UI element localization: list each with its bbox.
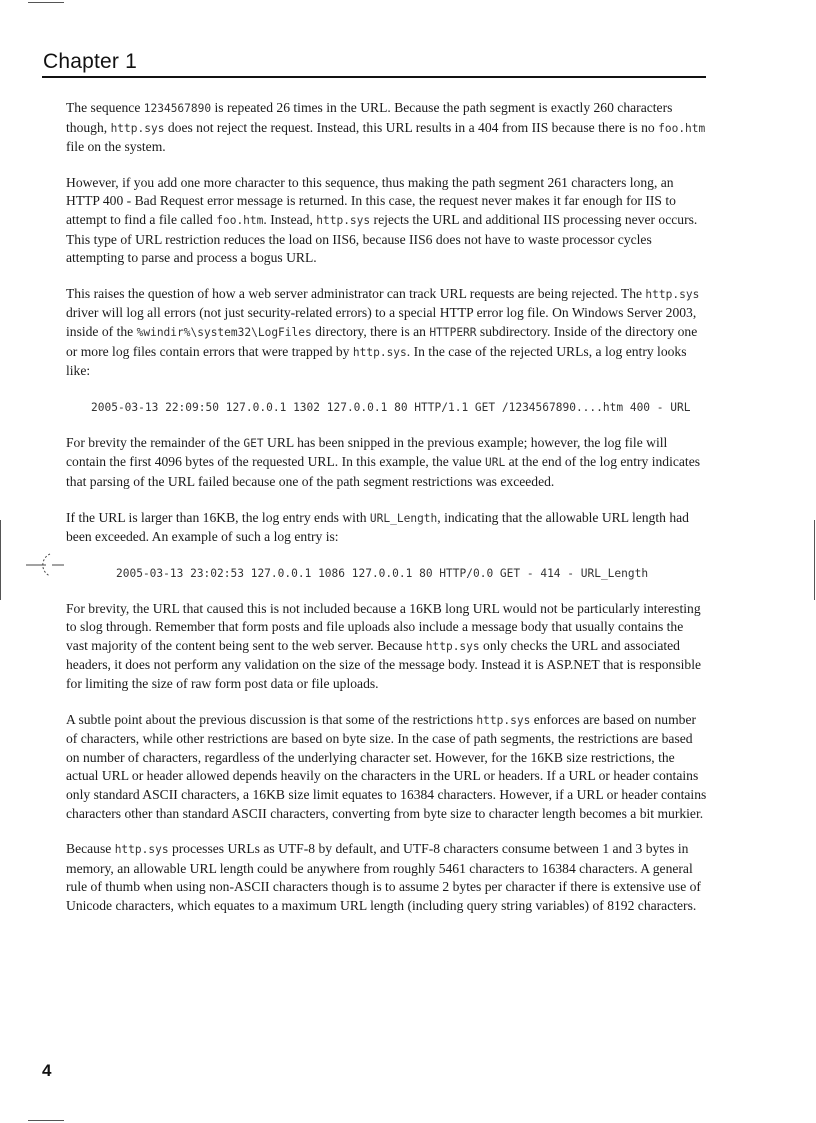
text-run: , indicating that the allowable URL length had been exceeded. An example of such a log entry is: bbox=[66, 509, 689, 545]
inline-code: HTTPERR bbox=[429, 325, 477, 339]
text-run: processes URLs as UTF-8 by default, and UTF-8 characters consume between 1 and 3 bytes in memory, an allowable URL length could be anywhere from roughly 5461 characters to 16384 characters. A general rule of thumb when using non-ASCII characters though is to assume 2 bytes per character if there is extensive use of Unicode characters, which equates to a maximum URL length (including query string variables) of 8192 characters. bbox=[66, 841, 701, 913]
inline-code: http.sys bbox=[316, 213, 371, 227]
url-length-log-code-block: 2005-03-13 23:02:53 127.0.0.1 1086 127.0.0.1 80 HTTP/0.0 GET - 414 - URL_Length bbox=[116, 566, 649, 580]
text-run: driver will log all errors (not just security-related errors) to a special HTTP error log file. On Windows Server 2003, inside of the bbox=[66, 305, 697, 339]
text-run: . Instead, bbox=[263, 211, 317, 227]
text-run: rejects the URL and additional IIS processing never occurs. This type of URL restriction reduces the load on IIS6, because IIS6 does not have to waste processor cycles attempting to parse and process a bogus URL. bbox=[66, 211, 698, 266]
text-run: file on the system. bbox=[66, 139, 166, 155]
text-run: However, if you add one more character to this sequence, thus making the path segment 261 characters long, an HTTP 400 - Bad Request error message is returned. In this case, the request never makes it far enough for IIS to attempt to find a file called bbox=[66, 174, 676, 227]
page-body bbox=[66, 99, 708, 933]
text-run: . In the case of the rejected URLs, a log entry looks like: bbox=[66, 343, 687, 379]
inline-code: foo.htm bbox=[216, 213, 264, 227]
inline-code: 1234567890 bbox=[143, 102, 212, 115]
crop-mark-top-left bbox=[28, 2, 64, 3]
paragraph-4 bbox=[66, 434, 708, 492]
inline-code: %windir%\system32\LogFiles bbox=[136, 325, 312, 339]
paragraph-5 bbox=[66, 509, 708, 547]
text-run: If the URL is larger than 16KB, the log entry ends with bbox=[66, 509, 370, 525]
inline-code: http.sys bbox=[114, 843, 169, 857]
inline-code: foo.htm bbox=[658, 121, 706, 135]
inline-code: http.sys bbox=[645, 287, 700, 301]
text-run: only checks the URL and associated headers, it does not perform any validation on the size of the message body. Instead it is ASP.NET that is responsible for limiting the size of raw form post data or file uploads. bbox=[66, 637, 702, 692]
page-number: 4 bbox=[42, 1061, 52, 1080]
crop-mark-right-edge bbox=[814, 520, 815, 600]
paragraph-3 bbox=[66, 285, 708, 381]
inline-code: http.sys bbox=[425, 639, 480, 653]
chapter-heading: Chapter 1 bbox=[43, 50, 138, 73]
paragraph-7 bbox=[66, 711, 708, 824]
text-run: Because bbox=[66, 841, 115, 857]
text-run: URL has been snipped in the previous example; however, the log file will contain the first 4096 bytes of the requested URL. In this example, the value bbox=[66, 434, 668, 470]
inline-code: http.sys bbox=[476, 713, 531, 727]
text-run: This raises the question of how a web server administrator can track URL requests are being rejected. The bbox=[66, 285, 646, 301]
text-run: does not reject the request. Instead, this URL results in a 404 from IIS because there is no bbox=[164, 119, 659, 135]
paragraph-1 bbox=[66, 99, 708, 157]
inline-code: URL bbox=[485, 456, 506, 470]
text-run: at the end of the log entry indicates that parsing of the URL failed because one of the path segment restrictions was exceeded. bbox=[66, 454, 701, 489]
text-run: enforces are based on number of characters, while other restrictions are based on byte size. In the case of path segments, the restrictions are based on number of characters, regardless of the underlying character set. However, for the 16KB size restrictions, the actual URL or header allowed depends heavily on the characters in the URL or headers. If a URL or header contains only standard ASCII characters, a 16KB size limit equates to 16384 characters. However, if a URL or header contains characters other than standard ASCII characters, converting from byte size to character length becomes a bit murkier. bbox=[66, 711, 707, 821]
inline-code: http.sys bbox=[352, 345, 407, 359]
paragraph-2 bbox=[66, 174, 708, 268]
crop-mark-bottom-left bbox=[28, 1120, 64, 1121]
text-run: directory, there is an bbox=[311, 323, 430, 339]
inline-code: URL_Length bbox=[369, 511, 438, 525]
text-run: The sequence bbox=[66, 100, 144, 115]
registration-mark-icon bbox=[24, 550, 66, 580]
text-run: is repeated 26 times in the URL. Because the path segment is exactly 260 characters though, bbox=[66, 100, 673, 135]
chapter-rule bbox=[42, 76, 706, 78]
text-run: A subtle point about the previous discussion is that some of the restrictions bbox=[66, 711, 477, 727]
text-run: For brevity the remainder of the bbox=[66, 434, 244, 450]
text-run: For brevity, the URL that caused this is not included because a 16KB long URL would not be particularly interesting to slog through. Remember that form posts and file uploads also include a message body that usually contains the vast majority of the content being sent to the web server. Because bbox=[66, 600, 701, 653]
paragraph-6 bbox=[66, 600, 708, 694]
inline-code: GET bbox=[243, 436, 264, 450]
crop-mark-left-edge bbox=[0, 520, 1, 600]
log-entry-code-block: 2005-03-13 22:09:50 127.0.0.1 1302 127.0.0.1 80 HTTP/1.1 GET /1234567890....htm 400 - URL bbox=[91, 400, 691, 414]
text-run: subdirectory. Inside of the directory one or more log files contain errors that were trapped by bbox=[66, 323, 698, 359]
inline-code: http.sys bbox=[110, 121, 165, 135]
paragraph-8 bbox=[66, 840, 708, 915]
